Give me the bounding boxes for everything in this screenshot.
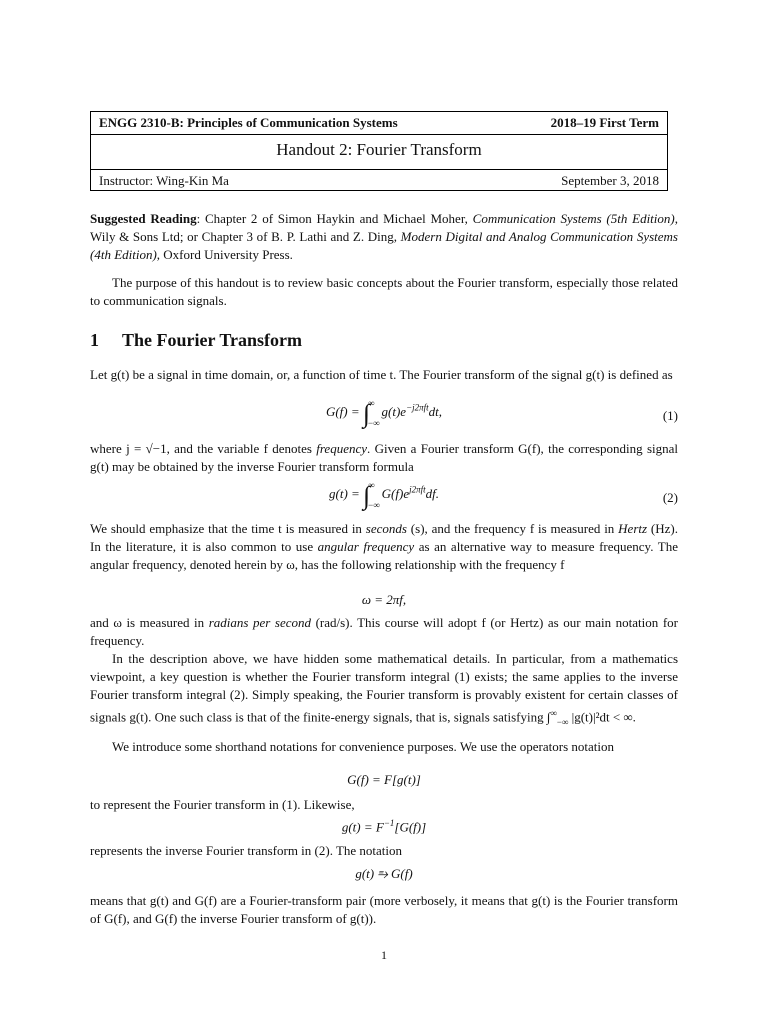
paragraph-pair-intro: represents the inverse Fourier transform in (2). The notation [90,843,403,858]
integral-sign: ∫ [362,398,371,428]
equation-transform-pair: g(t) ⥱ G(f) [355,866,413,881]
equation-1-number: (1) [662,408,678,423]
paragraph-notation: We introduce some shorthand notations for convenience purposes. We use the operators notation [112,739,615,754]
term: 2018–19 First Term [550,115,659,130]
handout-date: September 3, 2018 [561,173,659,188]
equation-2-number: (2) [662,490,678,505]
paragraph-pair-meaning: means that g(t) and G(f) are a Fourier-transform pair (more verbosely, it means that g(t) is the Fourier transform of G(f), and G(f) the inverse Fourier transform of g(t)). [90,893,678,926]
equation-1: G(f) = ∫∞ $-\infty g(t)e^{-j2\pi ft}dt$, [325,398,443,428]
section-heading [90,330,302,351]
paragraph-inverse: where j = √−1, and the variable f denotes frequency. Given a Fourier transform G(f), the corresponding signal g(t) may be obtained by the inverse Fourier transform formula [90,441,678,474]
instructor: Instructor: Wing-Kin Ma [99,173,229,188]
equation-inverse-operator: $g(t) = F^{-1}[G(f)]$ [341,818,427,835]
paragraph-definition: Let g(t) be a signal in time domain, or, a function of time t. The Fourier transform of the signal g(t) is defined as [90,367,673,382]
paragraph-likewise: to represent the Fourier transform in (1). Likewise, [90,797,355,812]
integral-sign: ∫ [363,480,371,510]
book-title-1: Communication Systems (5th Edition) [472,211,675,226]
header-bottom-row [91,169,667,192]
header-top-row [91,112,667,135]
equation-2: g(t) = ∫∞ $-\infty G(f)e^{j2\pi ft}df$. [329,480,439,510]
purpose-paragraph: The purpose of this handout is to review basic concepts about the Fourier transform, especially those related to communication signals. [90,275,678,308]
equation-forward-operator: G(f) = F[g(t)] [347,772,421,787]
suggested-reading: Suggested Reading: Chapter 2 of Simon Haykin and Michael Moher, Communication Systems (5th Edition), Wily & Sons Ltd; or Chapter 3 of B. P. Lathi and Z. Ding, Modern Digital and Analog Communication Systems (4th Edition), Oxford University Press. [90,211,678,262]
paragraph-existence: In the description above, we have hidden some mathematical details. In particular, from a mathematics viewpoint, a key question is whether the Fourier transform integral (1) exists; the same applies to the inverse Fourier transform integral (2). Simply speaking, the Fourier transform is provably existent for certain classes of signals g(t). One such class is that of the finite-energy signals, that is, signals satisfying $\int^\infty_{-\infty}$ |g(t)|²dt < ∞. [90,651,678,727]
course-title: ENGG 2310-B: Principles of Communication Systems [99,115,398,130]
page-number: 1 [381,948,387,962]
equation-angular: ω = 2πf, [361,592,407,607]
section-title: The Fourier Transform [122,330,302,350]
handout-title: Handout 2: Fourier Transform [276,140,482,159]
handout-header-box [90,111,668,191]
section-number: 1 [90,330,99,350]
book-title-2: Modern Digital and Analog Communication Systems (4th Edition) [90,229,678,262]
paragraph-units: We should emphasize that the time t is measured in seconds (s), and the frequency f is measured in Hertz (Hz). In the literature, it is also common to use angular frequency as an alternative way to measure frequency. The angular frequency, denoted herein by ω, has the following relationship with the frequency f [90,521,678,572]
paragraph-radians: and ω is measured in radians per second (rad/s). This course will adopt f (or Hertz) as our main notation for frequency. [90,615,678,648]
reading-label: Suggested Reading [90,211,197,226]
